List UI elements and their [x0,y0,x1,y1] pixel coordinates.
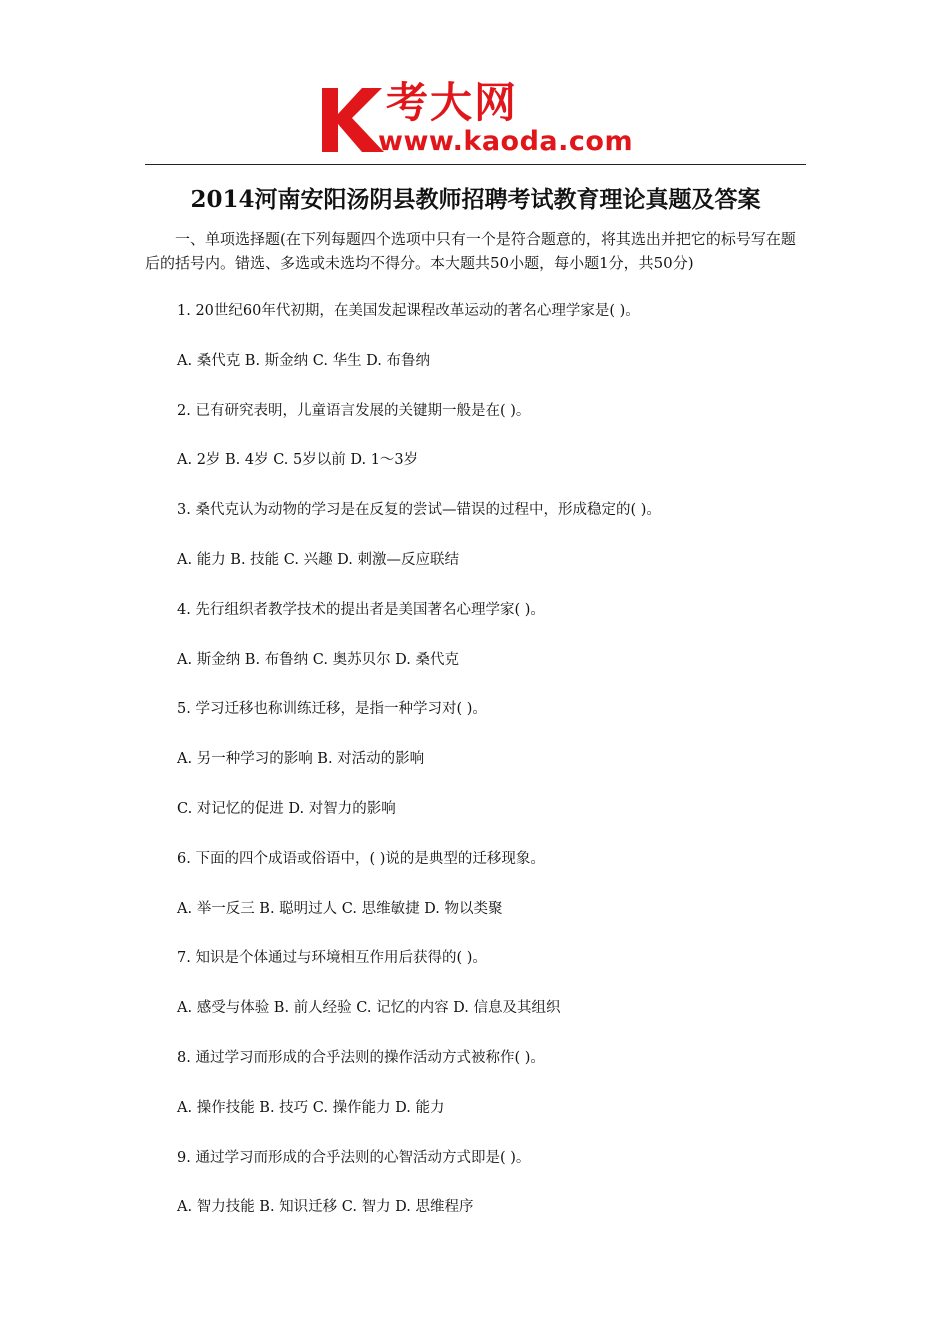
kaoda-logo [318,80,648,160]
question-text: 3. 桑代克认为动物的学习是在反复的尝试—错误的过程中，形成稳定的( )。 [177,502,661,519]
logo-url: www.kaoda.com [378,126,634,157]
answer-options: A. 另一种学习的影响 B. 对活动的影响 [177,751,425,768]
document-title: 2014河南安阳汤阴县教师招聘考试教育理论真题及答案 [190,186,761,213]
question-text: 2. 已有研究表明，儿童语言发展的关键期一般是在( )。 [177,402,531,419]
answer-options: A. 智力技能 B. 知识迁移 C. 智力 D. 思维程序 [177,1199,474,1216]
answer-options: A. 能力 B. 技能 C. 兴趣 D. 刺激—反应联结 [177,551,460,568]
question-text: 6. 下面的四个成语或俗语中，( )说的是典型的迁移现象。 [177,850,545,867]
answer-options: A. 操作技能 B. 技巧 C. 操作能力 D. 能力 [177,1099,445,1116]
question-text: 7. 知识是个体通过与环境相互作用后获得的( )。 [177,950,487,967]
logo-brand-name: 考大网 [386,78,519,127]
question-text: 9. 通过学习而形成的合乎法则的心智活动方式即是( )。 [177,1149,531,1166]
answer-options: A. 桑代克 B. 斯金纳 C. 华生 D. 布鲁纳 [177,352,431,369]
question-list [177,299,807,1245]
section-instructions: 一、单项选择题(在下列每题四个选项中只有一个是符合题意的，将其选出并把它的标号写在题后的括号内。错选、多选或未选均不得分。本大题共50小题，每小题1分，共50分) [145,230,796,272]
answer-options: A. 感受与体验 B. 前人经验 C. 记忆的内容 D. 信息及其组织 [177,1000,561,1017]
question-text: 8. 通过学习而形成的合乎法则的操作活动方式被称作( )。 [177,1049,545,1066]
answer-options: A. 举一反三 B. 聪明过人 C. 思维敏捷 D. 物以类聚 [177,900,503,917]
question-text: 4. 先行组织者教学技术的提出者是美国著名心理学家( )。 [177,601,545,618]
question-text: 1. 20世纪60年代初期，在美国发起课程改革运动的著名心理学家是( )。 [177,303,640,319]
answer-options: A. 2岁 B. 4岁 C. 5岁以前 D. 1～3岁 [177,452,419,469]
header-divider [145,164,806,165]
answer-options: A. 斯金纳 B. 布鲁纳 C. 奥苏贝尔 D. 桑代克 [177,651,460,668]
question-text: 5. 学习迁移也称训练迁移，是指一种学习对( )。 [177,701,487,718]
answer-options: C. 对记忆的促进 D. 对智力的影响 [177,800,396,817]
